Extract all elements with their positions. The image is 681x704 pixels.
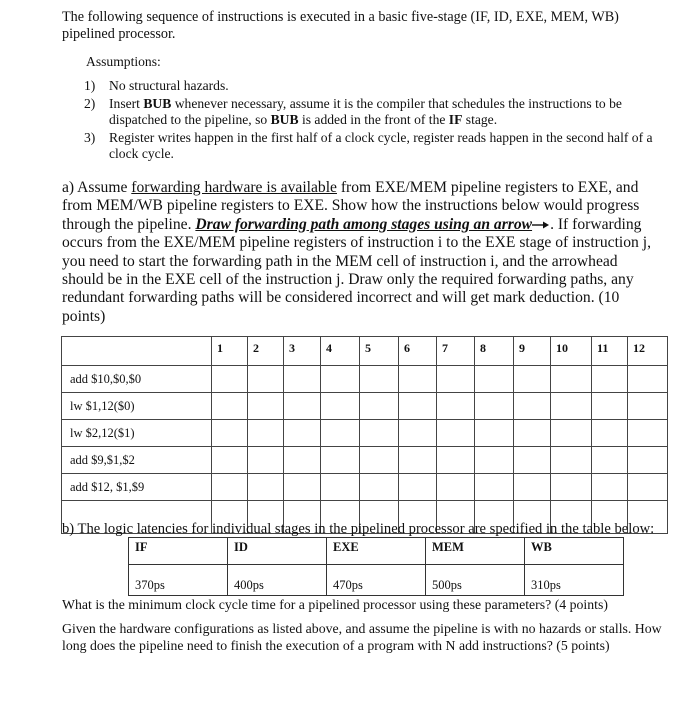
- table-cell[interactable]: [360, 420, 399, 447]
- table-cell[interactable]: [360, 393, 399, 420]
- cycle-header: 4: [321, 337, 360, 366]
- table-cell[interactable]: [551, 366, 592, 393]
- stage-header: IF: [129, 538, 228, 565]
- table-cell[interactable]: [212, 393, 248, 420]
- table-cell[interactable]: [175, 366, 212, 393]
- stage-header: EXE: [327, 538, 426, 565]
- part-a-paragraph: [62, 179, 652, 326]
- table-cell[interactable]: [592, 447, 628, 474]
- assumption-text: Insert: [109, 96, 144, 111]
- cycle-header: 5: [360, 337, 399, 366]
- table-cell[interactable]: [437, 474, 475, 501]
- cycle-header: 7: [437, 337, 475, 366]
- cycle-header: 8: [475, 337, 514, 366]
- table-cell[interactable]: [628, 420, 668, 447]
- assumption-text: whenever necessary, assume it is the compiler that schedules the instructions to be dispatched to the pipeline, so: [109, 96, 622, 127]
- table-cell[interactable]: [551, 420, 592, 447]
- table-cell[interactable]: [514, 447, 551, 474]
- table-cell[interactable]: [399, 474, 437, 501]
- table-cell[interactable]: [475, 420, 514, 447]
- intro-paragraph: The following sequence of instructions is executed in a basic five-stage (IF, ID, EXE, MEM, WB) pipelined processor.: [62, 9, 619, 42]
- table-cell[interactable]: [248, 474, 284, 501]
- table-cell[interactable]: [551, 447, 592, 474]
- assumption-item: [84, 78, 654, 94]
- cycle-header: 11: [592, 337, 628, 366]
- table-cell[interactable]: [248, 393, 284, 420]
- assumptions-list: [84, 78, 654, 164]
- instruction-label: lw $1,12($0): [62, 393, 176, 420]
- table-cell[interactable]: [399, 447, 437, 474]
- stage-header: WB: [525, 538, 624, 565]
- part-a-lead: a) Assume: [62, 179, 132, 196]
- table-cell[interactable]: [248, 420, 284, 447]
- cycle-header: 9: [514, 337, 551, 366]
- cycle-header: 10: [551, 337, 592, 366]
- table-cell[interactable]: [437, 420, 475, 447]
- table-cell[interactable]: [284, 447, 321, 474]
- table-cell[interactable]: [592, 474, 628, 501]
- pipeline-table: [61, 336, 668, 534]
- table-cell[interactable]: [628, 447, 668, 474]
- table-cell[interactable]: [628, 474, 668, 501]
- arrow-icon: [532, 220, 550, 230]
- bub-keyword: BUB: [270, 112, 299, 127]
- table-cell[interactable]: [175, 447, 212, 474]
- table-cell[interactable]: [628, 366, 668, 393]
- table-cell[interactable]: [360, 474, 399, 501]
- assumption-number: 2): [84, 96, 96, 111]
- table-row: [62, 474, 668, 501]
- latency-header-row: [129, 538, 624, 565]
- if-keyword: IF: [448, 112, 463, 127]
- table-cell[interactable]: [175, 474, 212, 501]
- table-cell[interactable]: [212, 474, 248, 501]
- table-cell[interactable]: [321, 447, 360, 474]
- table-cell[interactable]: [592, 420, 628, 447]
- question-clock-cycle: What is the minimum clock cycle time for a pipelined processor using these parameters? (4 points): [62, 597, 608, 612]
- table-cell[interactable]: [360, 447, 399, 474]
- latency-value: 400ps: [228, 565, 327, 596]
- table-cell[interactable]: [212, 366, 248, 393]
- assumption-item: [84, 130, 654, 162]
- assumption-item: [84, 96, 654, 128]
- bub-keyword: BUB: [143, 96, 172, 111]
- table-cell[interactable]: [212, 447, 248, 474]
- table-cell[interactable]: [437, 366, 475, 393]
- assumptions-heading: Assumptions:: [86, 54, 161, 69]
- header-blank-cell: [62, 337, 176, 366]
- table-cell[interactable]: [551, 474, 592, 501]
- table-cell[interactable]: [475, 447, 514, 474]
- table-cell[interactable]: [212, 420, 248, 447]
- part-b-heading: b) The logic latencies for individual stages in the pipelined processor are specified in the table below:: [62, 521, 655, 537]
- instruction-label: add $10,$0,$0: [62, 366, 176, 393]
- latency-values-row: [129, 565, 624, 596]
- table-cell[interactable]: [514, 420, 551, 447]
- assumption-text: is added in the front of the: [298, 112, 449, 127]
- table-cell[interactable]: [321, 393, 360, 420]
- table-row: [62, 447, 668, 474]
- table-cell[interactable]: [321, 474, 360, 501]
- table-cell[interactable]: [175, 393, 212, 420]
- cycle-header: 12: [628, 337, 668, 366]
- latency-value: 500ps: [426, 565, 525, 596]
- instruction-label: lw $2,12($1): [62, 420, 176, 447]
- table-cell[interactable]: [399, 366, 437, 393]
- table-cell[interactable]: [248, 366, 284, 393]
- table-cell[interactable]: [592, 393, 628, 420]
- table-row: [62, 366, 668, 393]
- table-cell[interactable]: [475, 393, 514, 420]
- question-execution-time: Given the hardware configurations as listed above, and assume the pipeline is with no hazards or stalls. How long does the pipeline need to finish the execution of a program with N add instructions? (5 points): [62, 621, 662, 653]
- latency-value: 370ps: [129, 565, 228, 596]
- table-cell[interactable]: [284, 366, 321, 393]
- table-cell[interactable]: [437, 447, 475, 474]
- latency-value: 310ps: [525, 565, 624, 596]
- table-cell[interactable]: [399, 420, 437, 447]
- table-row: [62, 420, 668, 447]
- table-cell[interactable]: [321, 420, 360, 447]
- table-cell[interactable]: [284, 393, 321, 420]
- table-cell[interactable]: [628, 393, 668, 420]
- table-cell[interactable]: [475, 474, 514, 501]
- assumption-number: 1): [84, 78, 96, 93]
- latency-table: [128, 537, 624, 596]
- table-cell[interactable]: [360, 366, 399, 393]
- table-cell[interactable]: [284, 420, 321, 447]
- table-cell[interactable]: [475, 366, 514, 393]
- header-blank-cell: [175, 337, 212, 366]
- table-cell[interactable]: [321, 366, 360, 393]
- instruction-label: add $9,$1,$2: [62, 447, 176, 474]
- latency-value: 470ps: [327, 565, 426, 596]
- assumption-text: Register writes happen in the first half of a clock cycle, register reads happen in the second half of a clock cycle.: [109, 130, 653, 161]
- stage-header: ID: [228, 538, 327, 565]
- assumption-text: stage.: [462, 112, 498, 127]
- table-header-row: [62, 337, 668, 366]
- part-a-instruction: Draw forwarding path among stages using an arrow: [195, 215, 533, 233]
- table-cell[interactable]: [592, 366, 628, 393]
- part-a-text: . If forwarding occurs from the EXE/MEM pipeline registers of instruction i to the EXE stage of instruction j, you need to start the forwarding path in the MEM cell of instruction i, and the arrowhead should be in the EXE cell of the instruction j. Draw only the required forwarding paths, any redundant forwarding paths will be considered incorrect and will get mark deduction. (10 points): [62, 215, 651, 325]
- table-cell[interactable]: [175, 420, 212, 447]
- table-cell[interactable]: [437, 393, 475, 420]
- table-cell[interactable]: [248, 447, 284, 474]
- assumption-text: No structural hazards.: [109, 78, 229, 93]
- cycle-header: 3: [284, 337, 321, 366]
- table-cell[interactable]: [514, 393, 551, 420]
- cycle-header: 6: [399, 337, 437, 366]
- table-cell[interactable]: [514, 366, 551, 393]
- table-cell[interactable]: [284, 474, 321, 501]
- instruction-label: add $12, $1,$9: [62, 474, 176, 501]
- table-cell[interactable]: [551, 393, 592, 420]
- cycle-header: 1: [212, 337, 248, 366]
- table-cell[interactable]: [514, 474, 551, 501]
- cycle-header: 2: [248, 337, 284, 366]
- stage-header: MEM: [426, 538, 525, 565]
- table-cell[interactable]: [399, 393, 437, 420]
- part-a-underlined-text: forwarding hardware is available: [131, 179, 337, 196]
- assumption-number: 3): [84, 130, 96, 145]
- part-a-text: from EXE/MEM pipeline registers to EXE, and from MEM/WB pipeline registers to EXE. Show how the instructions below would progress through the pipeline.: [62, 179, 640, 233]
- table-row: [62, 393, 668, 420]
